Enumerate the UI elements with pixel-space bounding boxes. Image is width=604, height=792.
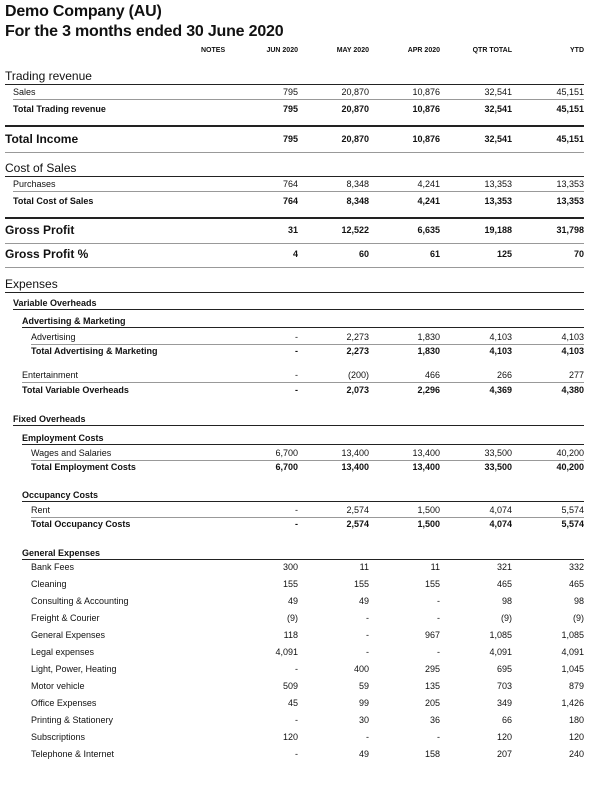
value-cell: 30 <box>358 715 369 725</box>
row-label: Total Employment Costs <box>31 462 136 472</box>
value-cell: 5,574 <box>561 505 584 515</box>
value-cell: 40,200 <box>556 448 584 458</box>
value-cell: 2,574 <box>346 519 369 529</box>
row-label: Wages and Salaries <box>31 448 112 458</box>
value-cell: 13,400 <box>341 448 369 458</box>
value-cell: 155 <box>424 579 440 589</box>
value-cell: - <box>366 732 369 742</box>
value-cell: 13,400 <box>341 462 369 472</box>
divider-line <box>22 444 584 445</box>
value-cell: 99 <box>358 698 369 708</box>
value-cell: 205 <box>424 698 440 708</box>
value-cell: 12,522 <box>341 225 369 235</box>
row-label: Light, Power, Heating <box>31 664 117 674</box>
value-cell: 10,876 <box>412 134 440 144</box>
value-cell: 6,700 <box>275 448 298 458</box>
value-cell: - <box>295 346 298 356</box>
value-cell: 60 <box>358 249 369 259</box>
value-cell: 33,500 <box>484 448 512 458</box>
value-cell: 2,273 <box>346 346 369 356</box>
row-label: Entertainment <box>22 370 79 380</box>
value-cell: 4,103 <box>489 346 512 356</box>
value-cell: 795 <box>282 104 298 114</box>
value-cell: 31 <box>287 225 298 235</box>
row-label: Variable Overheads <box>13 298 97 308</box>
row-label: Cost of Sales <box>5 161 77 175</box>
value-cell: 277 <box>568 370 584 380</box>
value-cell: 120 <box>496 732 512 742</box>
value-cell: 295 <box>424 664 440 674</box>
value-cell: - <box>295 385 298 395</box>
value-cell: 155 <box>353 579 369 589</box>
row-label: Fixed Overheads <box>13 414 86 424</box>
value-cell: 321 <box>496 562 512 572</box>
value-cell: 1,426 <box>561 698 584 708</box>
value-cell: 120 <box>282 732 298 742</box>
value-cell: 49 <box>358 749 369 759</box>
value-cell: 98 <box>501 596 512 606</box>
divider-line <box>5 176 584 177</box>
value-cell: 4,103 <box>561 332 584 342</box>
value-cell: 764 <box>282 196 298 206</box>
value-cell: 13,353 <box>484 179 512 189</box>
value-cell: 240 <box>568 749 584 759</box>
value-cell: - <box>366 630 369 640</box>
value-cell: 400 <box>353 664 369 674</box>
value-cell: 1,500 <box>417 519 440 529</box>
value-cell: 32,541 <box>484 104 512 114</box>
row-label: Office Expenses <box>31 698 97 708</box>
report-period: For the 3 months ended 30 June 2020 <box>5 23 284 40</box>
value-cell: 1,045 <box>561 664 584 674</box>
value-cell: 59 <box>358 681 369 691</box>
value-cell: (9) <box>287 613 298 623</box>
row-label: Purchases <box>13 179 56 189</box>
column-header-qtr-total: QTR TOTAL <box>472 47 512 54</box>
row-label: Advertising <box>31 332 76 342</box>
value-cell: 466 <box>424 370 440 380</box>
value-cell: 332 <box>568 562 584 572</box>
value-cell: 1,830 <box>417 332 440 342</box>
value-cell: 10,876 <box>412 87 440 97</box>
value-cell: 13,400 <box>412 462 440 472</box>
row-label: Total Cost of Sales <box>13 196 94 206</box>
value-cell: 8,348 <box>346 179 369 189</box>
row-label: Printing & Stationery <box>31 715 114 725</box>
row-label: Consulting & Accounting <box>31 596 129 606</box>
value-cell: 1,085 <box>489 630 512 640</box>
row-label: Total Trading revenue <box>13 104 106 114</box>
value-cell: 20,870 <box>341 104 369 114</box>
value-cell: 66 <box>501 715 512 725</box>
value-cell: 207 <box>496 749 512 759</box>
value-cell: - <box>437 613 440 623</box>
divider-line <box>22 501 584 502</box>
value-cell: 2,296 <box>417 385 440 395</box>
value-cell: 266 <box>496 370 512 380</box>
value-cell: 20,870 <box>341 87 369 97</box>
value-cell: 13,400 <box>412 448 440 458</box>
value-cell: - <box>437 596 440 606</box>
value-cell: 795 <box>282 134 298 144</box>
value-cell: 32,541 <box>484 87 512 97</box>
value-cell: - <box>295 715 298 725</box>
row-label: Expenses <box>5 277 58 291</box>
value-cell: - <box>295 749 298 759</box>
value-cell: (9) <box>573 613 584 623</box>
value-cell: 4,091 <box>561 647 584 657</box>
value-cell: 45,151 <box>556 134 584 144</box>
row-label: General Expenses <box>31 630 106 640</box>
value-cell: - <box>437 647 440 657</box>
value-cell: 879 <box>568 681 584 691</box>
value-cell: 4,074 <box>489 505 512 515</box>
row-label: Motor vehicle <box>31 681 85 691</box>
row-label: Cleaning <box>31 579 67 589</box>
value-cell: 4,103 <box>561 346 584 356</box>
value-cell: 36 <box>429 715 440 725</box>
value-cell: 4,241 <box>417 179 440 189</box>
value-cell: (9) <box>501 613 512 623</box>
value-cell: (200) <box>347 370 369 380</box>
value-cell: 465 <box>568 579 584 589</box>
divider-line <box>5 84 584 85</box>
row-label: Occupancy Costs <box>22 490 99 500</box>
divider-line <box>5 125 584 127</box>
value-cell: 180 <box>568 715 584 725</box>
value-cell: 4,241 <box>417 196 440 206</box>
value-cell: 349 <box>496 698 512 708</box>
value-cell: 11 <box>430 562 440 572</box>
row-label: Gross Profit <box>5 223 75 237</box>
value-cell: 20,870 <box>341 134 369 144</box>
value-cell: 4,074 <box>489 519 512 529</box>
row-label: Gross Profit % <box>5 247 89 261</box>
value-cell: 465 <box>496 579 512 589</box>
row-label: Bank Fees <box>31 562 75 572</box>
value-cell: 13,353 <box>556 179 584 189</box>
value-cell: 6,635 <box>417 225 440 235</box>
value-cell: - <box>295 519 298 529</box>
value-cell: 4,369 <box>489 385 512 395</box>
value-cell: - <box>437 732 440 742</box>
value-cell: 2,574 <box>346 505 369 515</box>
value-cell: 32,541 <box>484 134 512 144</box>
value-cell: - <box>295 370 298 380</box>
value-cell: - <box>295 664 298 674</box>
value-cell: 1,085 <box>561 630 584 640</box>
value-cell: 2,073 <box>346 385 369 395</box>
value-cell: 11 <box>359 562 369 572</box>
row-label: Trading revenue <box>5 69 92 83</box>
value-cell: 509 <box>282 681 298 691</box>
divider-line <box>13 191 584 192</box>
row-label: Freight & Courier <box>31 613 100 623</box>
value-cell: - <box>366 613 369 623</box>
report-title: Demo Company (AU) <box>5 3 162 20</box>
row-label: Employment Costs <box>22 433 104 443</box>
row-label: Sales <box>13 87 36 97</box>
column-header-apr-2020: APR 2020 <box>407 47 440 54</box>
value-cell: 45,151 <box>556 87 584 97</box>
value-cell: 10,876 <box>412 104 440 114</box>
value-cell: 695 <box>496 664 512 674</box>
value-cell: 40,200 <box>556 462 584 472</box>
value-cell: 13,353 <box>484 196 512 206</box>
row-label: Telephone & Internet <box>31 749 115 759</box>
row-label: Advertising & Marketing <box>22 316 126 326</box>
row-label: General Expenses <box>22 548 101 558</box>
value-cell: 703 <box>496 681 512 691</box>
value-cell: 1,500 <box>417 505 440 515</box>
value-cell: 45 <box>287 698 298 708</box>
value-cell: 4,380 <box>561 385 584 395</box>
divider-line <box>22 382 584 383</box>
value-cell: 118 <box>283 630 298 640</box>
row-label: Total Occupancy Costs <box>31 519 131 529</box>
value-cell: 31,798 <box>556 225 584 235</box>
value-cell: 13,353 <box>556 196 584 206</box>
value-cell: 33,500 <box>484 462 512 472</box>
value-cell: - <box>366 647 369 657</box>
value-cell: 49 <box>287 596 298 606</box>
value-cell: 98 <box>573 596 584 606</box>
row-label: Total Advertising & Marketing <box>31 346 158 356</box>
value-cell: 1,830 <box>417 346 440 356</box>
value-cell: 19,188 <box>484 225 512 235</box>
value-cell: 125 <box>496 249 512 259</box>
value-cell: - <box>295 505 298 515</box>
value-cell: 8,348 <box>346 196 369 206</box>
row-label: Total Variable Overheads <box>22 385 129 395</box>
divider-line <box>5 267 584 268</box>
divider-line <box>5 292 584 293</box>
value-cell: 795 <box>282 87 298 97</box>
row-label: Legal expenses <box>31 647 95 657</box>
divider-line <box>5 152 584 153</box>
divider-line <box>13 309 584 310</box>
value-cell: 4,091 <box>489 647 512 657</box>
value-cell: 6,700 <box>275 462 298 472</box>
value-cell: 155 <box>282 579 298 589</box>
column-header-may-2020: MAY 2020 <box>336 47 369 54</box>
value-cell: 5,574 <box>561 519 584 529</box>
divider-line <box>5 243 584 244</box>
row-label: Total Income <box>5 132 79 146</box>
column-header-notes: NOTES <box>201 47 226 54</box>
value-cell: 61 <box>429 249 440 259</box>
column-header-jun-2020: JUN 2020 <box>266 47 298 54</box>
value-cell: 4,091 <box>275 647 298 657</box>
value-cell: 764 <box>282 179 298 189</box>
column-header-ytd: YTD <box>570 47 584 54</box>
value-cell: 4,103 <box>489 332 512 342</box>
value-cell: 2,273 <box>346 332 369 342</box>
value-cell: 4 <box>292 249 298 259</box>
divider-line <box>13 99 584 100</box>
value-cell: 967 <box>424 630 440 640</box>
value-cell: 120 <box>568 732 584 742</box>
value-cell: 158 <box>424 749 440 759</box>
divider-line <box>22 327 584 328</box>
divider-line <box>22 559 584 560</box>
value-cell: 49 <box>358 596 369 606</box>
value-cell: 45,151 <box>556 104 584 114</box>
value-cell: 70 <box>573 249 584 259</box>
divider-line <box>13 425 584 426</box>
value-cell: - <box>295 332 298 342</box>
row-label: Subscriptions <box>31 732 86 742</box>
value-cell: 300 <box>282 562 298 572</box>
row-label: Rent <box>31 505 51 515</box>
value-cell: 135 <box>424 681 440 691</box>
divider-line <box>5 217 584 219</box>
